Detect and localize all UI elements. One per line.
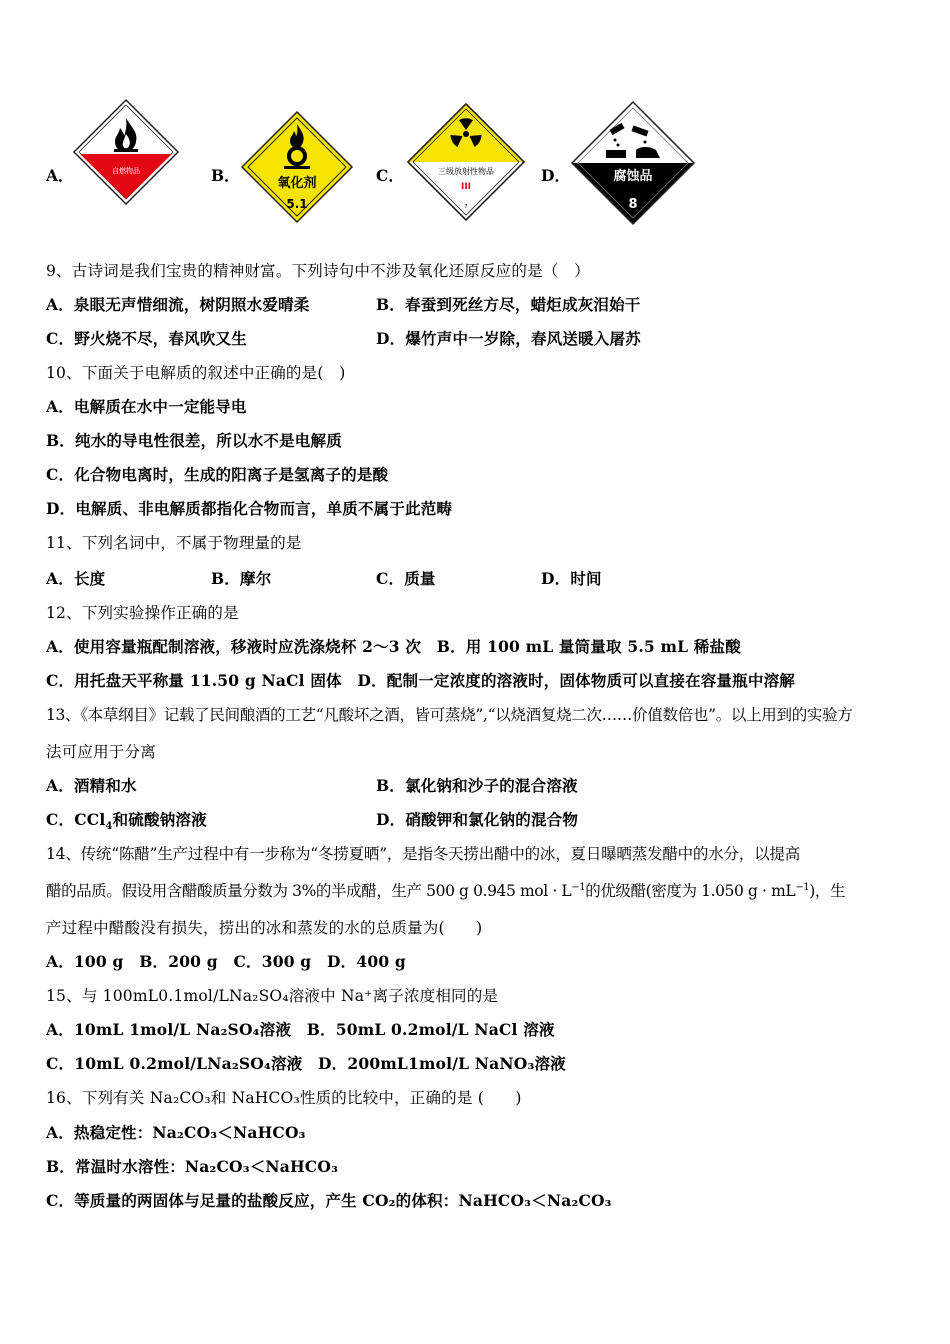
q10-option-a: A．电解质在水中一定能导电 (46, 397, 247, 416)
q14-options: A．100 g B．200 g C．300 g D．400 g (46, 952, 406, 971)
q10-option-c: C．化合物电离时，生成的阳离子是氢离子的是酸 (46, 465, 389, 484)
sign-d-text: 腐蚀品 (613, 169, 653, 184)
sign-a-text: 自燃物品 (112, 167, 140, 175)
q13-option-c: C．CCl$_4$和硫酸钠溶液 (46, 810, 207, 833)
option-label-d: D． (541, 166, 570, 185)
option-label-c: C． (376, 166, 404, 185)
question-12-stem: 12、下列实验操作正确的是 (46, 604, 239, 622)
question-15-stem: 15、与 100mL0.1mol/LNa₂SO₄溶液中 Na⁺离子浓度相同的是 (46, 987, 499, 1005)
q9-option-b: B．春蚕到死丝方尽，蜡炬成灰泪始干 (376, 295, 641, 314)
sign-d-number: 8 (628, 197, 638, 212)
q11-option-c: C．质量 (376, 569, 436, 588)
question-13-stem-line1: 13、《本草纲目》记载了民间酿酒的工艺“凡酸坏之酒，皆可蒸烧”,“以烧酒复烧二次……价值数倍也”。以上用到的实验方 (46, 706, 853, 724)
question-13-stem-line2: 法可应用于分离 (46, 743, 156, 761)
q16-option-a: A．热稳定性：Na₂CO₃＜NaHCO₃ (46, 1123, 306, 1142)
question-16-stem: 16、下列有关 Na₂CO₃和 NaHCO₃性质的比较中，正确的是 ( ) (46, 1089, 522, 1107)
radioactive-sign (406, 102, 526, 222)
option-label-b: B． (211, 166, 240, 185)
oxidizer-sign (240, 110, 354, 224)
q10-option-d: D．电解质、非电解质都指化合物而言，单质不属于此范畴 (46, 499, 453, 518)
q12-options-cd: C．用托盘天平称量 11.50 g NaCl 固体 D．配制一定浓度的溶液时，固体物质可以直接在容量瓶中溶解 (46, 671, 795, 690)
question-14-stem-line2: 醋的品质。假设用含醋酸质量分数为 3%的半成醋，生产 500 g 0.945 mol · $L^{-1}$的优级醋(密度为 1.050 $g \cdot mL^{-1}$)，生 (46, 881, 846, 900)
sign-c-number: 7 (464, 204, 468, 210)
q9-option-d: D．爆竹声中一岁除，春风送暖入屠苏 (376, 329, 641, 348)
q10-option-b: B．纯水的导电性很差，所以水不是电解质 (46, 431, 342, 450)
hazard-signs-row (0, 98, 950, 228)
q15-options-ab: A．10mL 1mol/L Na₂SO₄溶液 B．50mL 0.2mol/L NaCl 溶液 (46, 1020, 555, 1039)
q11-option-d: D．时间 (541, 569, 602, 588)
sign-b-number: 5.1 (286, 197, 308, 211)
sign-c-roman: III (460, 182, 472, 192)
question-9-stem: 9、古诗词是我们宝贵的精神财富。下列诗句中不涉及氧化还原反应的是（ ） (46, 262, 590, 280)
q15-options-cd: C．10mL 0.2mol/LNa₂SO₄溶液 D．200mL1mol/L NaNO₃溶液 (46, 1054, 566, 1073)
q12-options-ab: A．使用容量瓶配制溶液，移液时应洗涤烧杯 2～3 次 B．用 100 mL 量筒量取 5.5 mL 稀盐酸 (46, 637, 741, 656)
q16-option-c: C．等质量的两固体与足量的盐酸反应，产生 CO₂的体积：NaHCO₃＜Na₂CO₃ (46, 1191, 612, 1210)
question-11-stem: 11、下列名词中，不属于物理量的是 (46, 534, 302, 552)
sign-c-text: 三级放射性物品 (438, 167, 494, 176)
option-label-a: A． (46, 166, 74, 185)
question-10-stem: 10、下面关于电解质的叙述中正确的是( ) (46, 364, 346, 382)
corrosive-sign (570, 100, 696, 226)
q11-option-b: B．摩尔 (211, 569, 272, 588)
question-14-stem-line3: 产过程中醋酸没有损失，捞出的冰和蒸发的水的总质量为( ) (46, 919, 483, 937)
q11-option-a: A．长度 (46, 569, 106, 588)
spontaneous-combustion-sign (72, 98, 180, 206)
q13-option-a: A．酒精和水 (46, 776, 137, 795)
q9-option-a: A．泉眼无声惜细流，树阴照水爱晴柔 (46, 295, 310, 314)
q16-option-b: B．常温时水溶性：Na₂CO₃＜NaHCO₃ (46, 1157, 339, 1176)
q13-option-d: D．硝酸钾和氯化钠的混合物 (376, 810, 579, 829)
question-14-stem-line1: 14、传统“陈醋”生产过程中有一步称为“冬捞夏晒”，是指冬天捞出醋中的冰，夏日曝晒蒸发醋中的水分，以提高 (46, 845, 801, 863)
q9-option-c: C．野火烧不尽，春风吹又生 (46, 329, 247, 348)
sign-b-text: 氧化剂 (277, 176, 317, 191)
q13-option-b: B．氯化钠和沙子的混合溶液 (376, 776, 578, 795)
